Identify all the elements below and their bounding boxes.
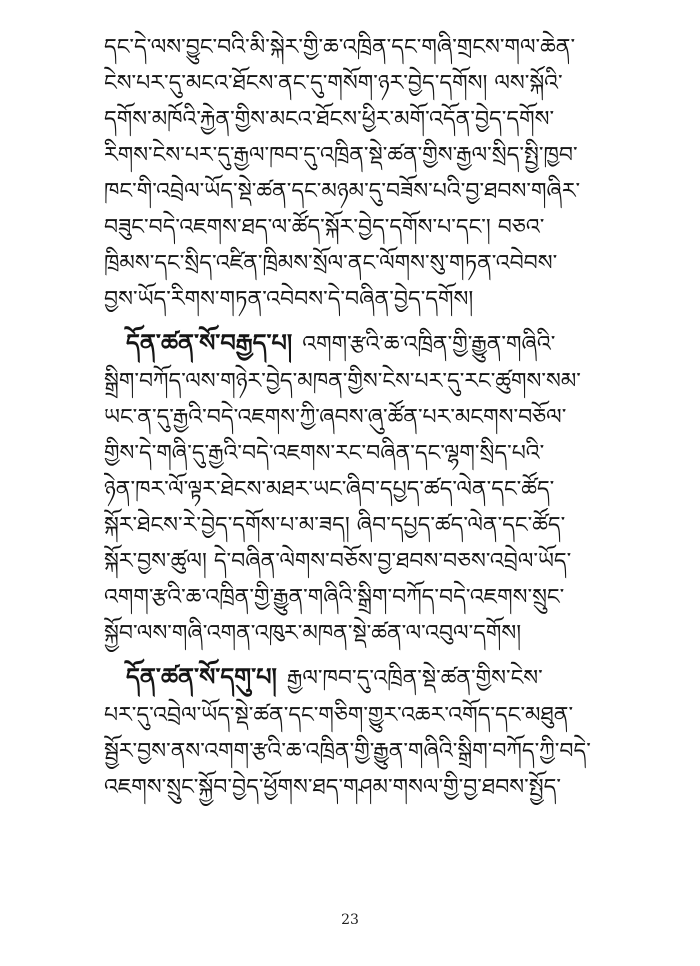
text-line: སྒྲིག་བཀོད་ལས་གཉེར་བྱེད་མཁན་གྱིས་ངེས་པར་དུ་རང་ཚུགས་སམ་: [104, 369, 581, 394]
section-first-line: [104, 656, 604, 698]
text-line: རྒྱལ་ཁབ་དུ་འཁྲིན་སྡེ་ཚན་གྱིས་ངེས་: [286, 666, 543, 691]
text-line: འགག་རྩའི་ཆ་འཁྲིན་གྱི་རྒྱུན་གཞིའི་: [302, 332, 556, 357]
text-line: ཁྲིམས་དང་སྲིད་འཛིན་ཁྲིམས་སྲོལ་ནང་ལོགས་སུ་གཏན་འབེབས་: [104, 251, 558, 276]
text-line: ཁང་གི་འབྲེལ་ཡོད་སྡེ་ཚན་དང་མཉམ་དུ་བཟོས་པའི་བྱ་ཐབས་གཞིར་: [104, 179, 581, 204]
text-line: པར་དུ་འབྲེལ་ཡོད་སྡེ་ཚན་དང་གཅིག་གྱུར་འཆར་འགོད་དང་མཐུན་: [104, 703, 574, 728]
text-line: ངེས་པར་དུ་མངའ་ཐོངས་ནང་དུ་གསོག་ཉར་བྱེད་དགོས། ལས་སྐོའི་: [104, 71, 563, 96]
text-line: རིགས་ངེས་པར་དུ་རྒྱལ་ཁབ་དུ་འཁྲིན་སྡེ་ཚན་གྱིས་རྒྱལ་སྲིད་སྤྱི་ཁྱབ་: [104, 143, 578, 168]
article-heading: དོན་ཚན་སོ་དགུ་པ།: [126, 662, 277, 691]
text-line: ཉེན་ཁར་ལོ་ལྟར་ཐེངས་མཐར་ཡང་ཞིབ་དཔྱད་ཚད་ལེན་དང་ཚོད་: [104, 477, 555, 502]
text-line: སྐོར་བྱས་ཚུལ། དེ་བཞིན་ལེགས་བཅོས་བྱ་ཐབས་བཅས་འབྲེལ་ཡོད་: [104, 549, 572, 574]
text-line: བྱས་ཡོད་རིགས་གཏན་འབེབས་དེ་བཞིན་བྱེད་དགོས།: [104, 287, 474, 312]
text-line: བཟུང་བདེ་འཇགས་ཐད་ལ་ཚོད་སྐོར་བྱེད་དགོས་པ་དང་། བཅའ་: [104, 215, 545, 240]
page-number: 23: [341, 912, 359, 928]
article-heading: དོན་ཚན་སོ་བརྒྱད་པ།: [126, 328, 293, 357]
document-page: [104, 30, 604, 806]
section-first-line: [104, 322, 604, 364]
text-line: འགག་རྩའི་ཆ་འཁྲིན་གྱི་རྒྱུན་གཞིའི་སྒྲིག་བཀོད་བདེ་འཇགས་སྲུང་: [104, 585, 565, 610]
text-line: སྦྱོར་བྱས་ནས་འགག་རྩའི་ཆ་འཁྲིན་གྱི་རྒྱུན་གཞིའི་སྒྲིག་བཀོད་ཀྱི་བདེ་: [104, 739, 591, 764]
text-line: སྐྱོབ་ལས་གཞི་འགན་འཁུར་མཁན་སྡེ་ཚན་ལ་འབུལ་དགོས།: [104, 621, 522, 646]
text-line: འཇགས་སྲུང་སྐྱོབ་བྱེད་ཕྱོགས་ཐད་གཤམ་གསལ་གྱི་བྱ་ཐབས་སྤྱོད་: [104, 775, 561, 800]
text-line: སྐོར་ཐེངས་རེ་བྱེད་དགོས་པ་མ་ཟད། ཞིབ་དཔྱད་ཚད་ལེན་དང་ཚོད་: [104, 513, 566, 538]
section-article-39: [104, 656, 604, 806]
section-article-38: [104, 322, 604, 652]
text-line: དང་དེ་ལས་བྱུང་བའི་མི་སྐེར་གྱི་ཆ་འཁྲིན་དང་གཞི་གྲངས་གལ་ཆེན་: [104, 35, 576, 60]
text-line: གྱིས་དེ་གཞི་དུ་རྒྱའི་བདེ་འཇགས་རང་བཞིན་དང་ལྷག་སྲིད་པའི་: [104, 441, 545, 466]
paragraph-1: [104, 30, 604, 318]
text-line: དགོས་མཁོའི་རྐྱེན་གྱིས་མངའ་ཐོངས་ཕྱིར་མགོ་འདོན་བྱེད་དགོས་: [104, 107, 555, 132]
text-line: ཡང་ན་དུ་རྒྱའི་བདེ་འཇགས་ཀྱི་ཞབས་ཞུ་ཚོན་པར་མངགས་བཅོལ་: [104, 405, 567, 430]
